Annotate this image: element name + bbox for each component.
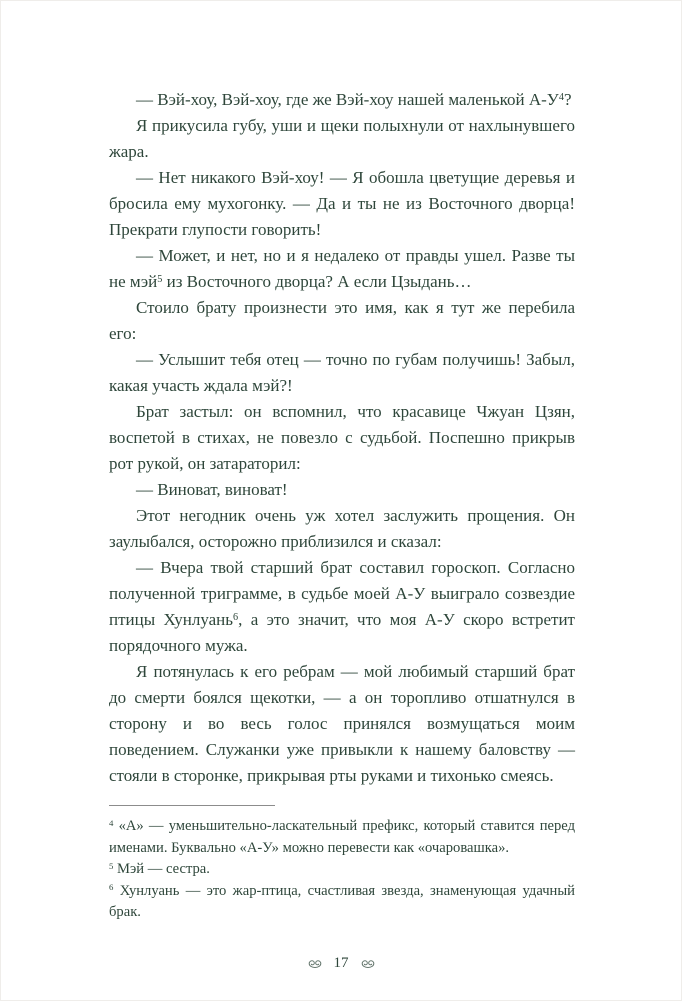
spiral-ornament-icon	[305, 958, 325, 969]
paragraph	[109, 243, 575, 295]
text-run: Я прикусила губу, уши и щеки полыхнули от нахлынувшего жара.	[109, 116, 575, 161]
footnote	[109, 816, 575, 859]
paragraph	[109, 347, 575, 399]
paragraph	[109, 165, 575, 243]
text-run: — Может, и нет, но и я недалеко от правды ушел. Разве ты не мэй	[109, 246, 575, 291]
text-run: Брат застыл: он вспомнил, что красавице Чжуан Цзян, воспетой в стихах, не повезло с судьбой. Поспешно прикрыв рот рукой, он затараторил:	[109, 402, 575, 473]
footnote	[109, 859, 575, 881]
text-run: Стоило брату произнести это имя, как я тут же перебила его:	[109, 298, 575, 343]
text-run: , а это значит, что моя А-У скоро встретит порядочного мужа.	[109, 610, 575, 655]
body-text	[109, 87, 575, 789]
text-run: «А» — уменьшительно-ласкательный префикс, который ставится перед именами. Буквально «А-У» можно перевести как «очаровашка».	[109, 818, 575, 856]
paragraph	[109, 659, 575, 789]
paragraph	[109, 477, 575, 503]
paragraph	[109, 113, 575, 165]
text-run: — Вчера твой старший брат составил гороскоп. Согласно полученной триграмме, в судьбе моей А-У выиграло созвездие птицы Хунлуань	[109, 558, 575, 629]
page-content	[1, 1, 681, 924]
footnote-marker: 6	[109, 882, 114, 893]
text-run: Этот негодник очень уж хотел заслужить прощения. Он заулыбался, осторожно приблизился и сказал:	[109, 506, 575, 551]
spiral-ornament-icon	[358, 958, 378, 969]
text-run: — Виноват, виноват!	[136, 480, 288, 499]
text-run: Я потянулась к его ребрам — мой любимый старший брат до смерти боялся щекотки, — а он торопливо отшатнулся в сторону и во весь голос принялся возмущаться моим поведением. Служанки уже привыкли к нашему баловству — стояли в сторонке, прикрывая рты руками и тихонько смеясь.	[109, 662, 575, 785]
footnote-marker: 5	[157, 273, 163, 285]
text-run: — Услышит тебя отец — точно по губам получишь! Забыл, какая участь ждала мэй?!	[109, 350, 575, 395]
footnote	[109, 881, 575, 924]
text-run: — Вэй-хоу, Вэй-хоу, где же Вэй-хоу нашей маленькой А-У	[136, 90, 559, 109]
paragraph	[109, 503, 575, 555]
text-run: — Нет никакого Вэй-хоу! — Я обошла цветущие деревья и бросила ему мухогонку. — Да и ты не из Восточного дворца! Прекрати глупости говорить!	[109, 168, 575, 239]
footnote-divider	[109, 805, 275, 806]
footnote-marker: 5	[109, 860, 114, 871]
paragraph	[109, 399, 575, 477]
text-run: ?	[563, 90, 572, 109]
footnotes-list	[109, 816, 575, 924]
paragraph	[109, 555, 575, 659]
text-run: Хунлуань — это жар-птица, счастливая звезда, знаменующая удачный брак.	[109, 882, 575, 920]
page-number: 17	[333, 955, 349, 971]
text-run: из Восточного дворца? А если Цзыдань…	[162, 272, 472, 291]
footnote-marker: 6	[233, 611, 239, 623]
paragraph	[109, 87, 575, 113]
footnote-marker: 4	[109, 817, 114, 828]
footnote-marker: 4	[558, 91, 564, 103]
page-footer	[1, 955, 681, 972]
text-run: Мэй — сестра.	[113, 861, 210, 877]
paragraph	[109, 295, 575, 347]
